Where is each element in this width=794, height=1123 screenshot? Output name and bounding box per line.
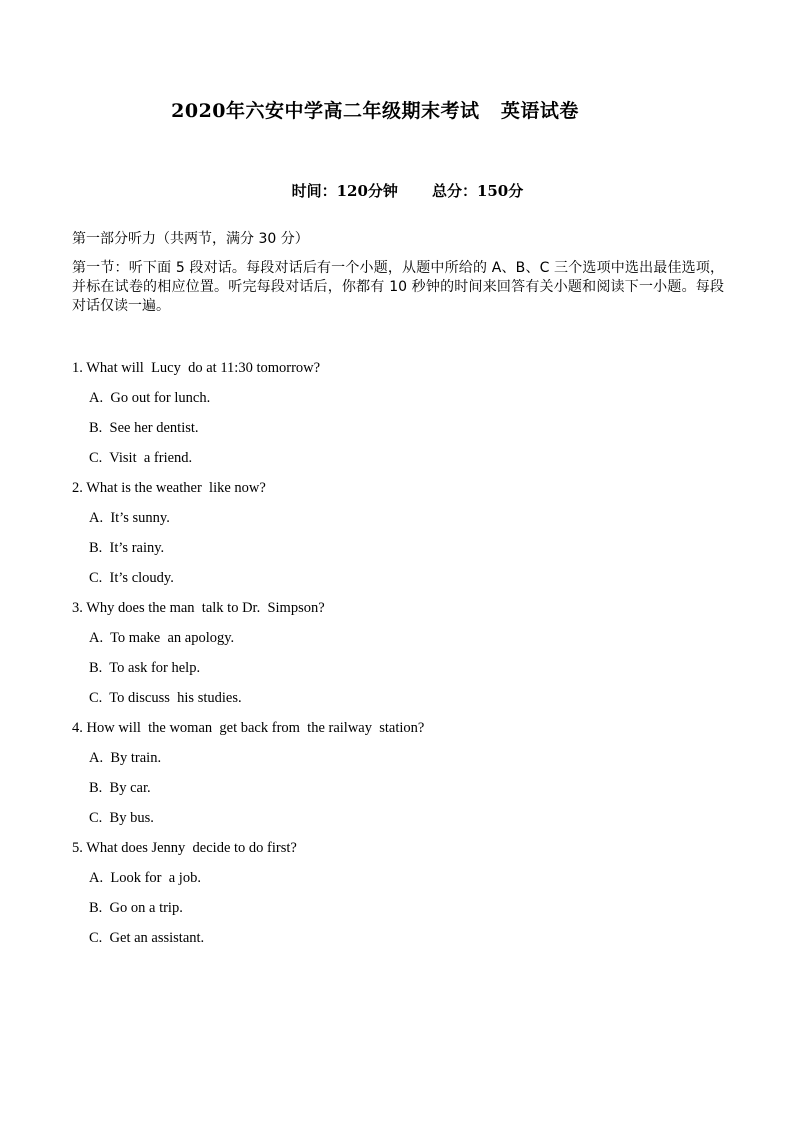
- option-b: B. By car.: [89, 780, 151, 796]
- exam-time: 时间：120分钟: [291, 182, 398, 200]
- exam-title: 2020年六安中学高二年级期末考试 英语试卷: [171, 100, 579, 122]
- option-b: B. See her dentist.: [89, 420, 199, 436]
- option-b: B. It’s rainy.: [89, 540, 165, 556]
- option-a: A. Look for a job.: [89, 870, 201, 886]
- question-text: 5. What does Jenny decide to do first?: [72, 840, 297, 856]
- part-heading: 第一部分听力（共两节，满分 30 分）: [72, 231, 309, 247]
- exam-total-score: 总分：150分: [431, 182, 524, 200]
- option-a: A. By train.: [89, 750, 162, 766]
- question-2: [72, 476, 732, 596]
- question-4: [72, 716, 732, 836]
- question-1: [72, 356, 732, 476]
- question-5: [72, 836, 732, 956]
- option-b: B. Go on a trip.: [89, 900, 183, 916]
- section-instructions: 第一节：听下面 5 段对话。每段对话后有一个小题，从题中所给的 A、B、C 三个选项中选出最佳选项，并标在试卷的相应位置。听完每段对话后，你都有 10 秒钟的时间来回答有关小题和阅读下一小题。每段对话仅读一遍。: [72, 260, 724, 314]
- option-a: A. It’s sunny.: [89, 510, 170, 526]
- question-text: 3. Why does the man talk to Dr. Simpson?: [72, 600, 325, 616]
- option-c: C. Get an assistant.: [89, 930, 205, 946]
- option-a: A. To make an apology.: [89, 630, 235, 646]
- option-b: B. To ask for help.: [89, 660, 201, 676]
- exam-meta: [0, 162, 794, 219]
- question-list: [72, 356, 732, 956]
- option-c: C. By bus.: [89, 810, 154, 826]
- question-3: [72, 596, 732, 716]
- option-c: C. To discuss his studies.: [89, 690, 242, 706]
- option-a: A. Go out for lunch.: [89, 390, 211, 406]
- question-text: 1. What will Lucy do at 11:30 tomorrow?: [72, 360, 321, 376]
- option-c: C. It’s cloudy.: [89, 570, 174, 586]
- option-c: C. Visit a friend.: [89, 450, 193, 466]
- question-text: 2. What is the weather like now?: [72, 480, 266, 496]
- question-text: 4. How will the woman get back from the railway station?: [72, 720, 425, 736]
